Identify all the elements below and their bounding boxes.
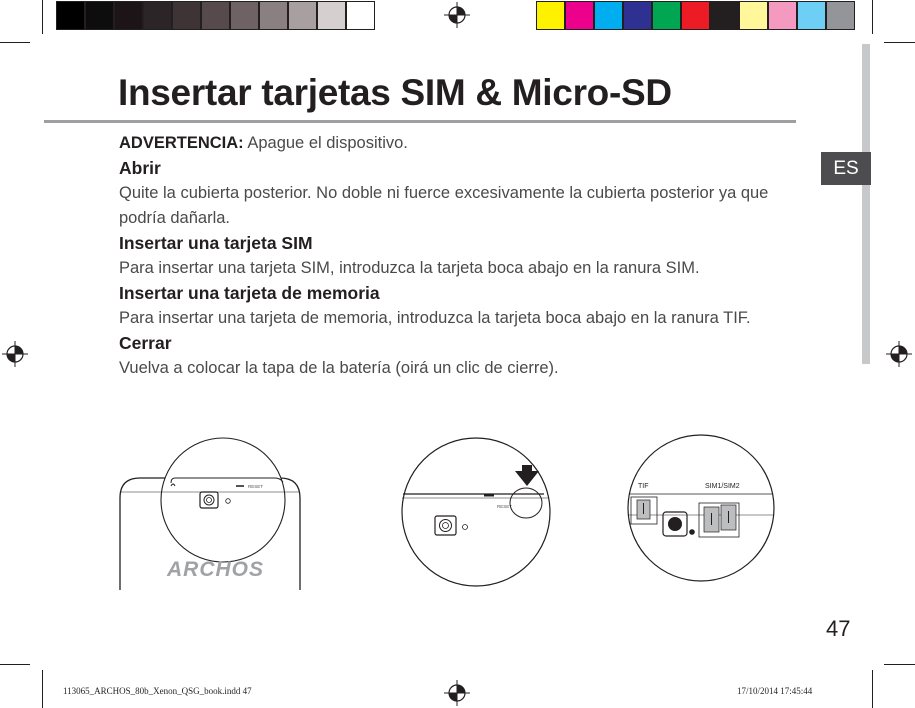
crop-mark xyxy=(42,670,43,708)
registration-mark-icon xyxy=(444,2,470,28)
color-swatch xyxy=(681,1,710,30)
open-heading: Abrir xyxy=(119,158,161,178)
color-swatch xyxy=(346,1,375,30)
open-text-line2: podría dañarla. xyxy=(119,209,230,227)
tablet-back-illustration xyxy=(115,430,305,592)
registration-mark-icon xyxy=(886,341,912,367)
instructions-body xyxy=(119,131,819,381)
card-slots-illustration xyxy=(626,433,776,583)
back-cover-zoom-illustration xyxy=(398,436,554,588)
color-swatch xyxy=(230,1,259,30)
memory-text: Para insertar una tarjeta de memoria, introduzca la tarjeta boca abajo en la ranura TIF. xyxy=(119,309,751,327)
warning-label: ADVERTENCIA: xyxy=(119,134,244,152)
registration-mark-icon xyxy=(444,680,470,706)
archos-logo: ARCHOS xyxy=(167,558,265,581)
color-swatch xyxy=(143,1,172,30)
color-swatch xyxy=(565,1,594,30)
crop-mark xyxy=(884,42,915,43)
memory-heading: Insertar una tarjeta de memoria xyxy=(119,283,380,303)
color-swatch xyxy=(826,1,855,30)
warning-text: Apague el dispositivo. xyxy=(243,134,408,152)
reset-label: RESET xyxy=(497,504,513,509)
color-swatch xyxy=(288,1,317,30)
title-underline xyxy=(44,120,796,123)
registration-mark-icon xyxy=(2,341,28,367)
date-slug: 17/10/2014 17:45:44 xyxy=(737,686,813,696)
color-swatch xyxy=(172,1,201,30)
color-swatch xyxy=(594,1,623,30)
color-swatch xyxy=(536,1,565,30)
color-swatch xyxy=(797,1,826,30)
file-slug: 113065_ARCHOS_80b_Xenon_QSG_book.indd 47 xyxy=(63,686,252,696)
color-swatch xyxy=(114,1,143,30)
language-tab: ES xyxy=(821,152,871,185)
grayscale-color-bar xyxy=(56,1,375,30)
warning-line xyxy=(119,131,819,156)
close-text: Vuelva a colocar la tapa de la batería (oirá un clic de cierre). xyxy=(119,359,559,377)
color-swatch xyxy=(768,1,797,30)
color-swatch xyxy=(739,1,768,30)
tif-slot-label: TIF xyxy=(638,483,649,490)
crop-mark xyxy=(872,0,873,34)
color-swatch xyxy=(317,1,346,30)
color-swatch xyxy=(710,1,739,30)
side-margin-bar xyxy=(862,44,870,364)
crop-mark xyxy=(42,0,43,34)
sim-slot-label: SIM1/SIM2 xyxy=(705,483,740,490)
page-title: Insertar tarjetas SIM & Micro-SD xyxy=(118,72,672,113)
open-text-line1: Quite la cubierta posterior. No doble ni fuerce excesivamente la cubierta posterior ya que xyxy=(119,184,769,202)
color-swatch xyxy=(201,1,230,30)
color-swatch xyxy=(623,1,652,30)
crop-mark xyxy=(0,42,30,43)
page-number: 47 xyxy=(826,616,851,641)
color-swatch xyxy=(85,1,114,30)
color-swatch xyxy=(259,1,288,30)
crop-mark xyxy=(872,670,873,708)
sim-heading: Insertar una tarjeta SIM xyxy=(119,233,313,253)
process-color-bar xyxy=(536,1,855,30)
color-swatch xyxy=(56,1,85,30)
close-heading: Cerrar xyxy=(119,333,172,353)
crop-mark xyxy=(0,664,30,665)
crop-mark xyxy=(884,664,915,665)
sim-text: Para insertar una tarjeta SIM, introduzca la tarjeta boca abajo en la ranura SIM. xyxy=(119,259,700,277)
reset-label: RESET xyxy=(248,484,264,489)
color-swatch xyxy=(652,1,681,30)
